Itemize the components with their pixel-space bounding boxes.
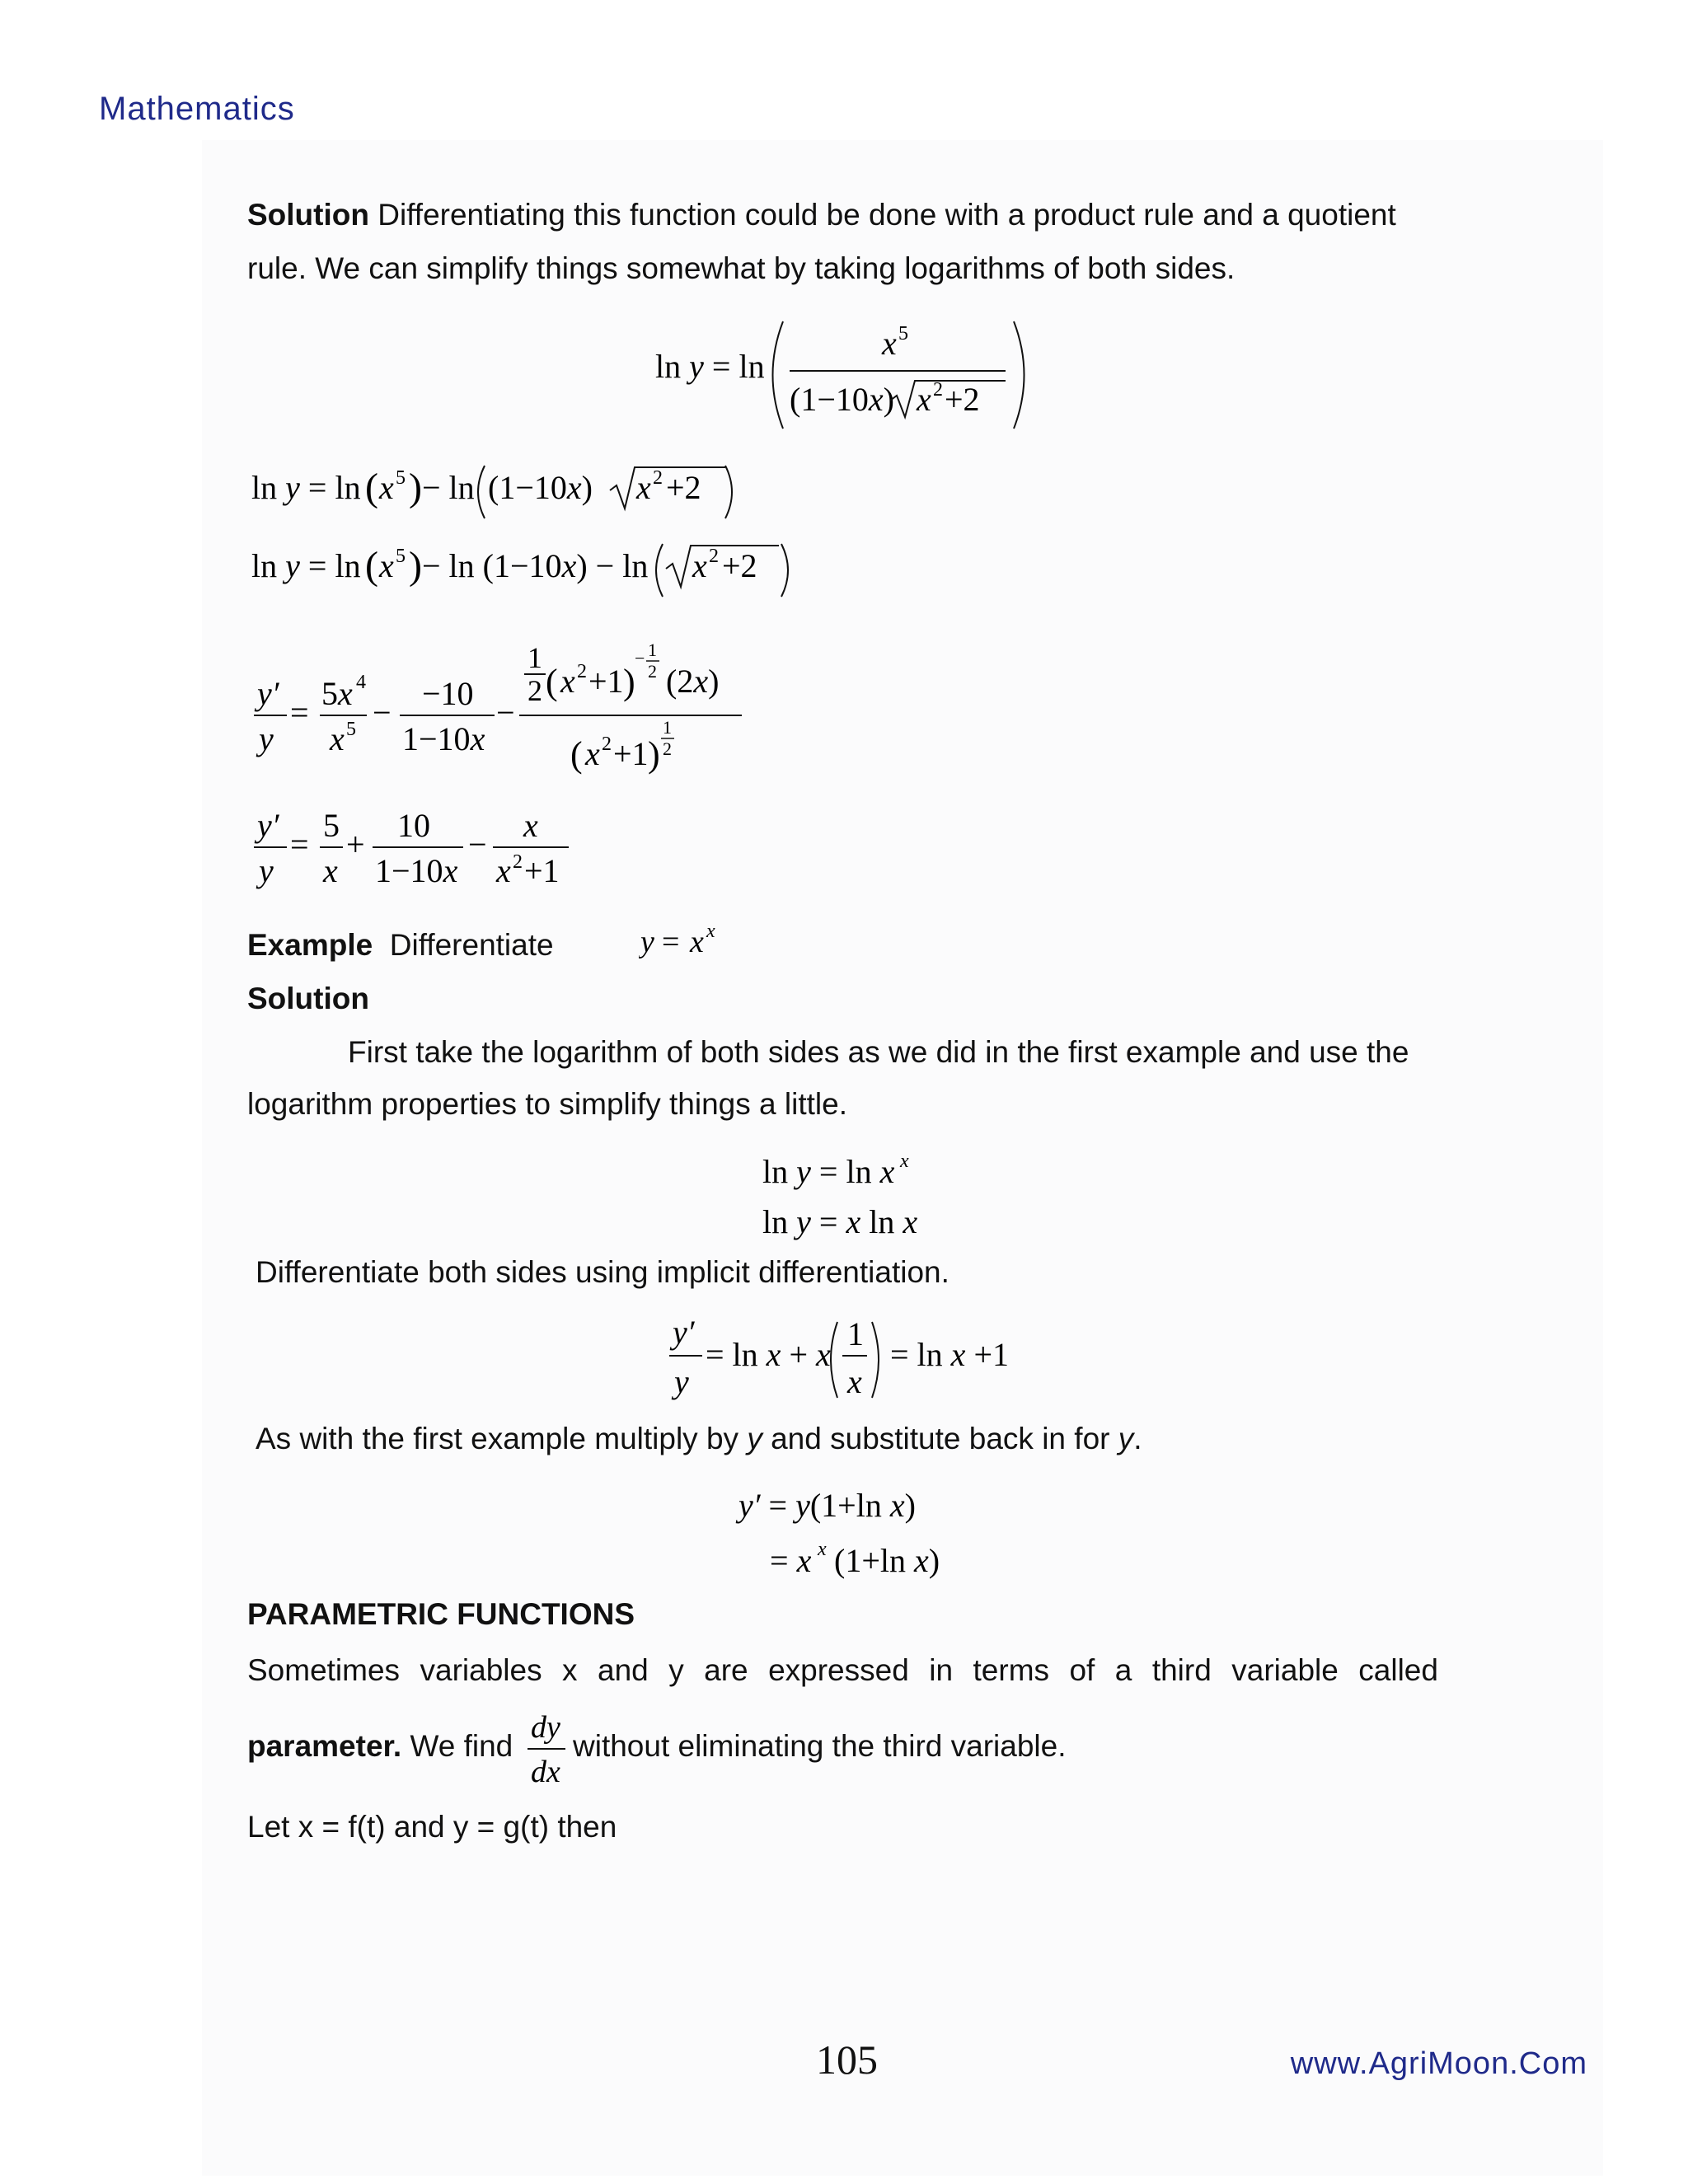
svg-text:x: x xyxy=(690,925,704,959)
svg-text:5: 5 xyxy=(396,467,406,489)
svg-text:+2: +2 xyxy=(666,469,701,506)
solution2-line-1: First take the logarithm of both sides as we did in the first example and use the xyxy=(348,1035,1409,1069)
svg-text:x: x xyxy=(882,325,897,362)
svg-text:+2: +2 xyxy=(722,547,757,584)
svg-text:(: ( xyxy=(546,662,558,702)
svg-text:x: x xyxy=(323,852,338,889)
svg-text:− ln (1−10x) − ln: − ln (1−10x) − ln xyxy=(422,547,649,584)
svg-text:x: x xyxy=(692,547,707,584)
svg-text:): ) xyxy=(648,734,660,775)
parametric-line-2a: parameter. We find xyxy=(247,1729,513,1763)
svg-text:(: ( xyxy=(365,466,378,509)
intro-line-2: rule. We can simplify things somewhat by taking logarithms of both sides. xyxy=(247,251,1236,285)
svg-text:2: 2 xyxy=(513,851,523,873)
intro-line-1: Solution Differentiating this function could be done with a product rule and a quotient xyxy=(247,198,1396,232)
svg-text:): ) xyxy=(409,544,422,588)
svg-text:2: 2 xyxy=(528,674,542,707)
svg-text:x: x xyxy=(523,807,538,844)
svg-text:5: 5 xyxy=(346,719,356,740)
page-number: 105 xyxy=(816,2036,878,2083)
svg-text:− ln: − ln xyxy=(422,469,475,506)
equation-log-expanded-2 xyxy=(247,536,808,602)
example-line xyxy=(247,930,554,960)
svg-text:1: 1 xyxy=(663,717,672,738)
svg-text:10: 10 xyxy=(397,807,430,844)
svg-text:): ) xyxy=(409,466,422,509)
svg-text:= ln x +1: = ln x +1 xyxy=(890,1336,1009,1373)
parametric-line-1: Sometimes variables x and y are expressed in terms of a third variable called xyxy=(247,1653,1438,1687)
svg-text:5: 5 xyxy=(396,546,406,567)
svg-text:(1−10x): (1−10x) xyxy=(790,381,894,418)
header-subject: Mathematics xyxy=(99,91,295,127)
svg-text:ln y = ln: ln y = ln xyxy=(251,469,361,506)
svg-text:x: x xyxy=(560,663,575,700)
svg-text:x: x xyxy=(818,1539,827,1560)
svg-text:1: 1 xyxy=(847,1315,864,1352)
website-link[interactable]: www.AgriMoon.Com xyxy=(1290,2046,1587,2081)
svg-text:y′: y′ xyxy=(673,1314,695,1351)
example-label: Example xyxy=(247,928,373,962)
dy-dx-fraction xyxy=(524,1708,574,1790)
svg-text:2: 2 xyxy=(663,738,672,759)
svg-text:1: 1 xyxy=(528,641,542,674)
svg-text:x: x xyxy=(917,381,931,418)
equation-log-of-both-sides xyxy=(651,313,1039,437)
svg-text:ln y = ln: ln y = ln xyxy=(251,547,361,584)
svg-text:y′: y′ xyxy=(257,807,279,844)
svg-text:y: y xyxy=(259,720,274,757)
parametric-let-line: Let x = f(t) and y = g(t) then xyxy=(247,1810,617,1844)
svg-text:y′: y′ xyxy=(257,675,279,712)
svg-text:x: x xyxy=(900,1151,909,1172)
svg-text:x: x xyxy=(330,720,345,757)
svg-text:+1: +1 xyxy=(613,735,649,772)
parametric-heading: PARAMETRIC FUNCTIONS xyxy=(247,1597,635,1631)
svg-text:= ln x + x: = ln x + x xyxy=(706,1336,831,1373)
equation-derivative-step-1 xyxy=(247,635,758,799)
example-text: Differentiate xyxy=(389,928,554,962)
parametric-line-2b: without eliminating the third variable. xyxy=(573,1729,1067,1763)
implicit-note: Differentiate both sides using implicit differentiation. xyxy=(256,1255,950,1289)
svg-text:5: 5 xyxy=(323,807,340,844)
svg-text:2: 2 xyxy=(648,661,657,682)
svg-text:−: − xyxy=(496,694,515,731)
svg-text:5: 5 xyxy=(898,323,908,344)
svg-text:x: x xyxy=(636,469,651,506)
svg-text:ln y = x ln x: ln y = x ln x xyxy=(762,1203,918,1240)
svg-text:+: + xyxy=(346,826,365,863)
svg-text:x: x xyxy=(847,1363,862,1400)
svg-text:=: = xyxy=(662,925,680,959)
solution2-line-2: logarithm properties to simplify things a little. xyxy=(247,1087,847,1121)
svg-text:x: x xyxy=(585,735,600,772)
equation-implicit-derivative xyxy=(668,1310,1014,1409)
svg-text:(2x): (2x) xyxy=(666,663,720,700)
equation-derivative-step-2 xyxy=(247,804,593,894)
svg-text:2: 2 xyxy=(653,467,663,489)
svg-text:2: 2 xyxy=(933,379,943,401)
svg-text:2: 2 xyxy=(602,733,612,755)
svg-text:−: − xyxy=(635,648,645,668)
parameter-term: parameter. xyxy=(247,1729,402,1763)
solution-label: Solution xyxy=(247,198,369,232)
equation-log-expanded-1 xyxy=(247,457,742,523)
svg-text:x: x xyxy=(379,469,394,506)
svg-text:1: 1 xyxy=(648,640,657,660)
multiply-note: As with the first example multiply by y and substitute back in for y. xyxy=(256,1422,1142,1455)
svg-text:): ) xyxy=(623,662,635,702)
svg-text:1−10x: 1−10x xyxy=(375,852,458,889)
svg-text:y′ = y(1+ln x): y′ = y(1+ln x) xyxy=(738,1487,916,1524)
equation-log-of-x-to-x xyxy=(758,1146,973,1244)
example-equation xyxy=(639,919,738,960)
svg-text:−: − xyxy=(468,826,487,863)
svg-text:(1−10x): (1−10x) xyxy=(488,469,593,506)
svg-text:ln y = ln: ln y = ln xyxy=(655,348,765,385)
svg-text:dx: dx xyxy=(531,1755,560,1789)
svg-text:dy: dy xyxy=(531,1710,560,1745)
svg-text:y: y xyxy=(259,852,274,889)
svg-text:= x: = x xyxy=(770,1542,812,1579)
svg-text:2: 2 xyxy=(709,546,719,567)
svg-text:x: x xyxy=(379,547,394,584)
svg-text:(1+ln x): (1+ln x) xyxy=(834,1542,940,1579)
svg-text:y: y xyxy=(674,1363,689,1400)
svg-text:+2: +2 xyxy=(945,381,980,418)
svg-text:x: x xyxy=(496,852,511,889)
svg-text:1−10x: 1−10x xyxy=(402,720,485,757)
svg-text:ln y = ln x: ln y = ln x xyxy=(762,1153,895,1190)
svg-text:2: 2 xyxy=(577,661,587,682)
svg-text:−10: −10 xyxy=(422,675,474,712)
svg-text:(: ( xyxy=(365,544,378,588)
svg-text:+1: +1 xyxy=(524,852,560,889)
svg-text:=: = xyxy=(290,826,309,863)
solution2-label: Solution xyxy=(247,982,369,1015)
svg-text:(: ( xyxy=(570,734,583,775)
svg-text:y: y xyxy=(640,925,654,959)
svg-text:+1: +1 xyxy=(588,663,624,700)
svg-text:x: x xyxy=(706,921,715,942)
svg-text:−: − xyxy=(373,694,392,731)
svg-text:4: 4 xyxy=(356,672,366,693)
equation-final-result xyxy=(734,1479,964,1586)
svg-text:5x: 5x xyxy=(321,675,353,712)
svg-text:=: = xyxy=(290,694,309,731)
